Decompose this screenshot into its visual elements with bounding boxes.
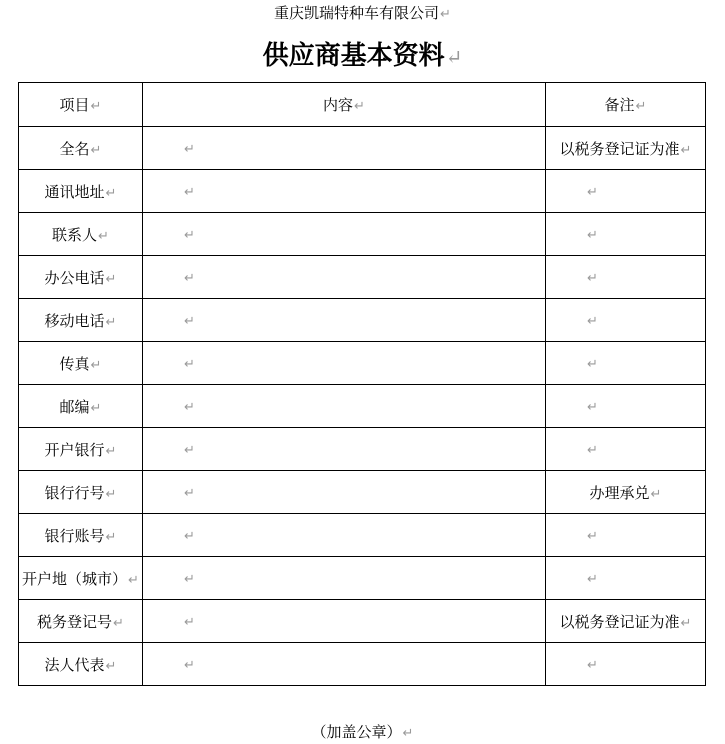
return-mark-icon: ↵ xyxy=(184,615,195,630)
return-mark-icon: ↵ xyxy=(680,142,692,158)
return-mark-icon: ↵ xyxy=(105,529,117,545)
return-mark-icon: ↵ xyxy=(354,99,365,114)
item-cell xyxy=(19,127,143,170)
note-cell xyxy=(546,127,706,170)
content-cell[interactable] xyxy=(143,600,546,643)
company-name xyxy=(0,3,725,25)
item-cell xyxy=(19,428,143,471)
return-mark-icon: ↵ xyxy=(184,271,195,286)
content-cell[interactable] xyxy=(143,514,546,557)
return-mark-icon: ↵ xyxy=(587,357,598,372)
content-cell[interactable] xyxy=(143,643,546,686)
table-row xyxy=(19,514,706,557)
return-mark-icon: ↵ xyxy=(184,486,195,501)
content-cell[interactable] xyxy=(143,127,546,170)
item-label: 税务登记号 xyxy=(37,612,113,631)
note-cell xyxy=(546,256,706,299)
return-mark-icon: ↵ xyxy=(650,486,662,502)
item-cell xyxy=(19,643,143,686)
company-name-text: 重庆凯瑞特种车有限公司 xyxy=(274,4,440,22)
item-cell xyxy=(19,385,143,428)
note-cell xyxy=(546,643,706,686)
column-header-note: 备注↵ xyxy=(546,83,706,127)
table-row xyxy=(19,213,706,256)
column-header-item: 项目↵ xyxy=(19,83,143,127)
document-title-text: 供应商基本资料 xyxy=(262,41,445,71)
return-mark-icon: ↵ xyxy=(105,443,117,459)
table-row xyxy=(19,299,706,342)
return-mark-icon: ↵ xyxy=(184,658,195,673)
note-cell xyxy=(546,385,706,428)
note-cell xyxy=(546,600,706,643)
return-mark-icon: ↵ xyxy=(90,99,102,114)
content-cell[interactable] xyxy=(143,471,546,514)
table-row xyxy=(19,600,706,643)
table-row xyxy=(19,471,706,514)
return-mark-icon: ↵ xyxy=(90,400,102,416)
return-mark-icon: ↵ xyxy=(184,400,195,415)
return-mark-icon: ↵ xyxy=(184,142,195,157)
note-cell xyxy=(546,514,706,557)
item-label: 开户银行 xyxy=(44,440,105,459)
return-mark-icon: ↵ xyxy=(184,572,195,587)
return-mark-icon: ↵ xyxy=(587,228,598,243)
content-cell[interactable] xyxy=(143,342,546,385)
return-mark-icon: ↵ xyxy=(587,443,598,458)
column-header-content: 内容↵ xyxy=(143,83,546,127)
note-value: 以税务登记证为准 xyxy=(559,139,680,158)
item-label: 传真 xyxy=(59,354,90,373)
stamp-note xyxy=(0,722,725,744)
content-cell[interactable] xyxy=(143,557,546,600)
return-mark-icon: ↵ xyxy=(184,185,195,200)
return-mark-icon: ↵ xyxy=(184,357,195,372)
return-mark-icon: ↵ xyxy=(680,615,692,631)
return-mark-icon: ↵ xyxy=(635,99,647,114)
note-cell xyxy=(546,557,706,600)
item-label: 法人代表 xyxy=(44,655,105,674)
return-mark-icon: ↵ xyxy=(587,529,598,544)
item-cell xyxy=(19,213,143,256)
return-mark-icon: ↵ xyxy=(128,572,139,588)
item-label: 办公电话 xyxy=(44,268,105,287)
item-label: 全名 xyxy=(59,139,90,158)
return-mark-icon: ↵ xyxy=(184,314,195,329)
note-value: 以税务登记证为准 xyxy=(559,612,680,631)
stamp-note-text: （加盖公章） xyxy=(311,723,402,741)
return-mark-icon: ↵ xyxy=(587,185,598,200)
item-cell xyxy=(19,342,143,385)
return-mark-icon: ↵ xyxy=(587,572,598,587)
content-cell[interactable] xyxy=(143,256,546,299)
note-cell xyxy=(546,170,706,213)
note-value: 办理承兑 xyxy=(589,483,650,502)
table-row xyxy=(19,428,706,471)
item-cell xyxy=(19,471,143,514)
item-label: 通讯地址 xyxy=(44,182,105,201)
table-row xyxy=(19,256,706,299)
return-mark-icon: ↵ xyxy=(113,615,124,631)
table-header-row xyxy=(19,83,706,127)
content-cell[interactable] xyxy=(143,213,546,256)
content-cell[interactable] xyxy=(143,428,546,471)
return-mark-icon: ↵ xyxy=(445,45,463,69)
document-title xyxy=(0,38,725,75)
return-mark-icon: ↵ xyxy=(105,486,117,502)
table-row xyxy=(19,385,706,428)
return-mark-icon: ↵ xyxy=(105,314,117,330)
return-mark-icon: ↵ xyxy=(184,529,195,544)
content-cell[interactable] xyxy=(143,170,546,213)
item-label: 联系人 xyxy=(52,225,98,244)
table-row xyxy=(19,557,706,600)
return-mark-icon: ↵ xyxy=(184,228,195,243)
item-label: 银行行号 xyxy=(44,483,105,502)
item-label: 移动电话 xyxy=(44,311,105,330)
table-row xyxy=(19,342,706,385)
return-mark-icon: ↵ xyxy=(587,271,598,286)
return-mark-icon: ↵ xyxy=(587,314,598,329)
item-cell xyxy=(19,256,143,299)
item-cell xyxy=(19,600,143,643)
table-row xyxy=(19,643,706,686)
note-cell xyxy=(546,299,706,342)
return-mark-icon: ↵ xyxy=(90,357,102,373)
return-mark-icon: ↵ xyxy=(105,185,117,201)
return-mark-icon: ↵ xyxy=(587,658,598,673)
return-mark-icon: ↵ xyxy=(90,142,102,158)
item-cell xyxy=(19,514,143,557)
content-cell[interactable] xyxy=(143,299,546,342)
item-label: 银行账号 xyxy=(44,526,105,545)
note-cell xyxy=(546,428,706,471)
item-cell xyxy=(19,557,143,600)
return-mark-icon: ↵ xyxy=(440,7,451,22)
item-cell xyxy=(19,170,143,213)
return-mark-icon: ↵ xyxy=(105,271,117,287)
content-cell[interactable] xyxy=(143,385,546,428)
note-cell xyxy=(546,342,706,385)
return-mark-icon: ↵ xyxy=(98,228,109,244)
return-mark-icon: ↵ xyxy=(184,443,195,458)
item-cell xyxy=(19,299,143,342)
table-row xyxy=(19,170,706,213)
item-label: 开户地（城市） xyxy=(22,569,128,588)
supplier-info-table xyxy=(18,82,706,686)
note-cell xyxy=(546,213,706,256)
table-row xyxy=(19,127,706,170)
note-cell xyxy=(546,471,706,514)
return-mark-icon: ↵ xyxy=(587,400,598,415)
item-label: 邮编 xyxy=(59,397,90,416)
table-body xyxy=(19,127,706,686)
return-mark-icon: ↵ xyxy=(105,658,117,674)
return-mark-icon: ↵ xyxy=(402,726,414,741)
